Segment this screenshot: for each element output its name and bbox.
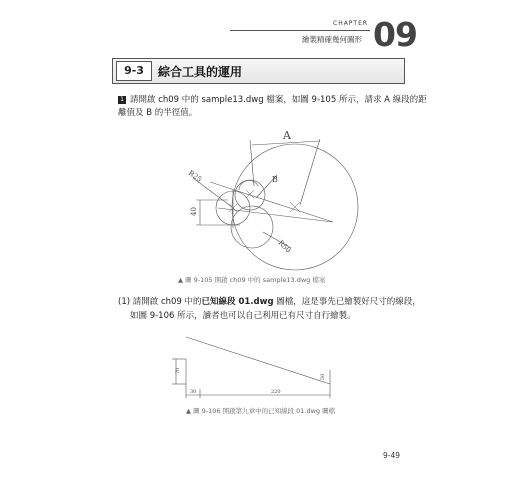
label-b: B: [272, 175, 278, 184]
label-a: A: [283, 129, 291, 142]
tangent-line: [210, 182, 333, 222]
label-70: 70: [175, 367, 181, 374]
slant-line: [186, 337, 330, 384]
section-title: 綜合工具的運用: [158, 65, 243, 79]
step-number-icon: 1: [118, 96, 126, 104]
paragraph-2-suffix: 圖檔，這是事先已繪製好尺寸的線段，: [273, 297, 421, 307]
paragraph-2-prefix: (1) 請開啟 ch09 中的: [118, 297, 202, 307]
paragraph-1-line-2: 離值及 B 的半徑值。: [118, 108, 198, 118]
chapter-subtitle: 繪製精確幾何圖形: [302, 35, 362, 44]
label-r25: R25: [186, 169, 204, 184]
figure-9-105-caption: ▲ 圖 9-105 開啟 ch09 中的 sample13.dwg 檔案: [178, 276, 326, 284]
paragraph-1-text: 請開啟 ch09 中的 sample13.dwg 檔案，如圖 9-105 所示，請求 A 線段的距: [130, 95, 427, 105]
small-arc: [239, 180, 258, 190]
paragraph-2-bold: 已知線段 01.dwg: [201, 297, 274, 307]
label-30: 30: [190, 389, 197, 395]
chapter-number: 09: [373, 15, 417, 54]
section-number: 9-3: [116, 61, 152, 81]
label-r50: R50: [276, 238, 293, 255]
paragraph-2-line-1: [118, 295, 421, 307]
label-40: 40: [190, 207, 198, 216]
label-50: 50: [320, 373, 326, 380]
page-number: 9-49: [383, 451, 401, 460]
label-220: 220: [271, 389, 281, 395]
dim-a-ext-1: [250, 140, 254, 186]
paragraph-2-line-2: 如圖 9-106 所示，讀者也可以自己利用已有尺寸自行繪製。: [130, 311, 356, 321]
chapter-label: CHAPTER: [333, 20, 369, 27]
dim-a-ext-2: [300, 139, 320, 205]
figure-9-106-caption: ▲ 圖 9-106 開啟第九章中的已知線段 01.dwg 圖檔: [186, 407, 336, 415]
